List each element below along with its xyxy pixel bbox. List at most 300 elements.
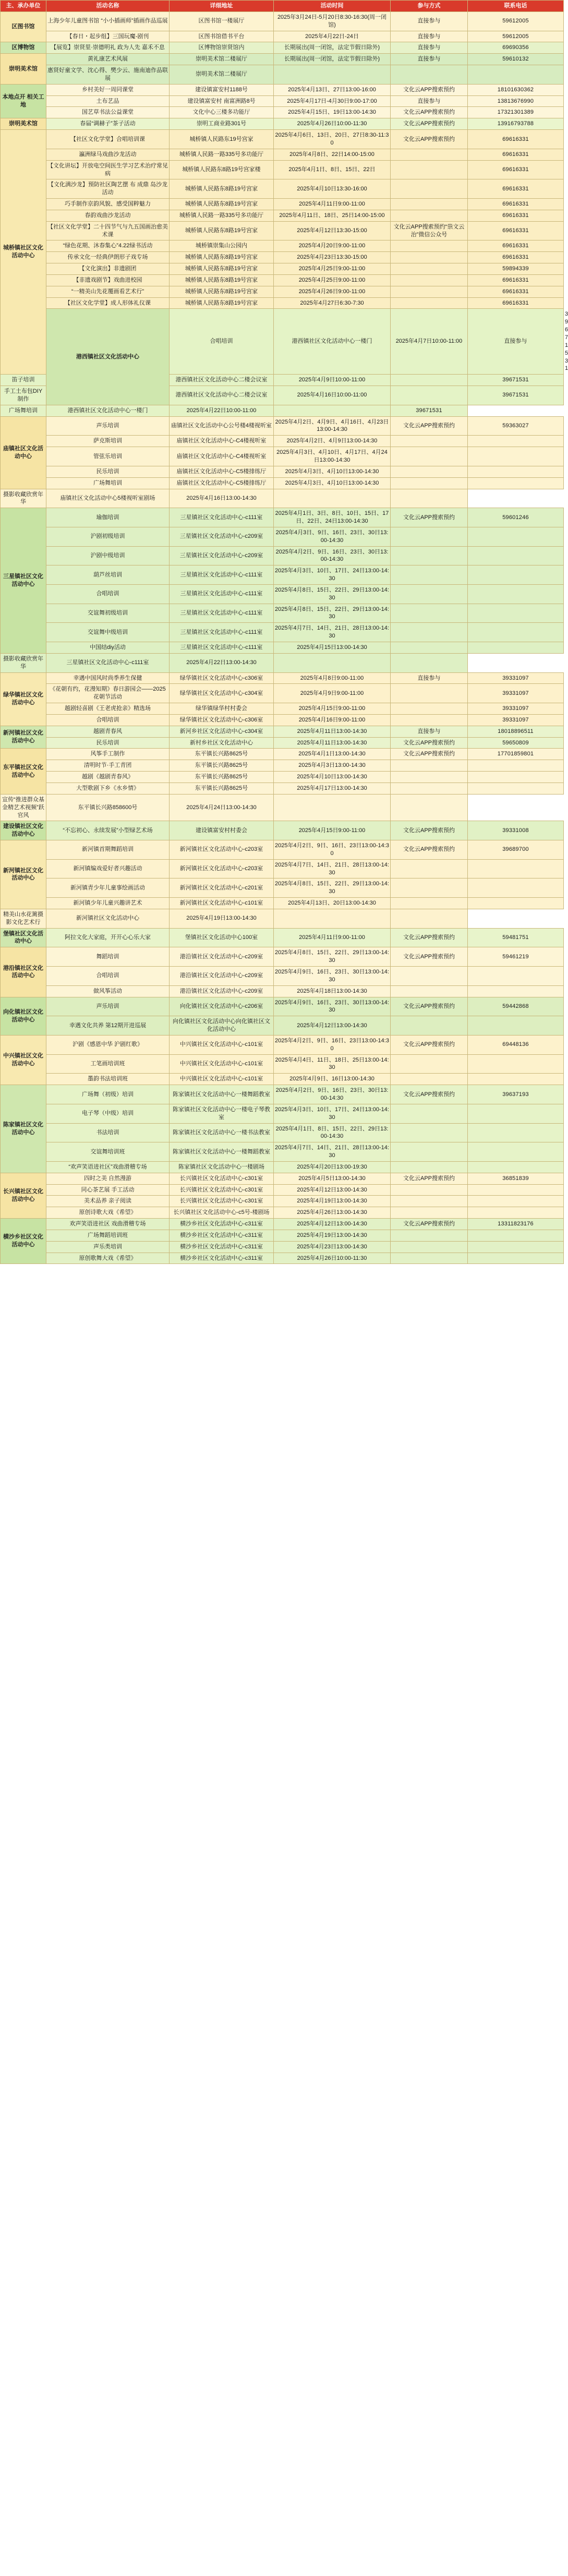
cell-activity-name: 葫芦丝培训: [46, 565, 170, 585]
cell-organizer: 新河镇社区文化活动中心: [1, 726, 46, 749]
cell-time: 2025年4月26日10:00-11:30: [274, 118, 391, 130]
cell-join-method: 文化云APP搜索预约: [391, 1173, 468, 1184]
cell-join-method: 直接参与: [391, 95, 468, 107]
cell-time: 2025年4月5日13:00-14:30: [274, 1173, 391, 1184]
cell-join-method: [391, 714, 468, 726]
cell-join-method: [391, 967, 468, 986]
table-row: [1, 714, 564, 726]
cell-phone: [468, 1196, 564, 1207]
cell-address: 陈家镇社区文化活动中心一楼舞蹈教室: [170, 1085, 274, 1104]
cell-activity-name: 惠贤好童文学、沈心得、樊少云、施南迪作品联展: [46, 65, 170, 85]
cell-phone: 59481751: [468, 928, 564, 947]
cell-join-method: [391, 604, 468, 623]
cell-join-method: [391, 297, 468, 309]
cell-time: 2025年4月23日13:30-15:00: [274, 252, 391, 263]
table-row: [1, 118, 564, 130]
cell-phone: [468, 859, 564, 878]
table-row: [1, 11, 564, 31]
table-row: [1, 1173, 564, 1184]
cell-address: 向化镇社区文化活动中心向化镇社区文化活动中心: [170, 1016, 274, 1036]
cell-phone: 39671531: [391, 405, 468, 416]
table-row: [1, 1085, 564, 1104]
cell-phone: [468, 1253, 564, 1264]
table-row: [1, 947, 564, 967]
cell-address: 城桥镇人民路东19号宫家: [170, 130, 274, 149]
cell-time: 2025年4月22日-24日: [274, 31, 391, 42]
cell-time: 2025年4月13日、27日13:00-16:00: [274, 84, 391, 95]
cell-address: 城桥镇人民路一路335号多功能厅: [170, 210, 274, 221]
table-row: [1, 466, 564, 477]
cell-join-method: 文化云APP搜索预约: [391, 749, 468, 760]
table-row: [1, 240, 564, 252]
cell-activity-name: 上海少年儿童图书馆 “小小插画师”插画作品巡展: [46, 11, 170, 31]
cell-time: 2025年4月9日、16日、23日、30日13:00-14:30: [274, 997, 391, 1016]
table-row: [1, 909, 564, 928]
cell-phone: [468, 1016, 564, 1036]
cell-join-method: [391, 466, 468, 477]
cell-address: 区图书馆一楼展厅: [170, 11, 274, 31]
cell-phone: 59650809: [468, 737, 564, 749]
cell-join-method: [391, 1196, 468, 1207]
cell-join-method: [391, 623, 468, 642]
cell-address: 陈家镇社区文化活动中心一楼电子琴教室: [170, 1104, 274, 1123]
table-row: [1, 1142, 564, 1162]
cell-join-method: [391, 546, 468, 565]
table-row: [1, 703, 564, 715]
cell-join-method: [391, 859, 468, 878]
cell-address: 港西镇社区文化活动中心二楼会议室: [170, 375, 274, 386]
cell-time: 2025年4月17日13:00-14:30: [274, 783, 391, 794]
cell-activity-name: 中国结diy活动: [46, 642, 170, 654]
table-row: [1, 149, 564, 160]
cell-phone: [468, 1207, 564, 1219]
cell-join-method: 直接参与: [468, 309, 564, 375]
cell-join-method: 文化云APP搜索预约: [391, 1219, 468, 1230]
cell-join-method: [391, 1184, 468, 1196]
cell-time: 2025年4月3日、4月10日13:00-14:30: [274, 466, 391, 477]
cell-phone: [468, 878, 564, 898]
cell-activity-name: 【文化演出】非遗剧团: [46, 263, 170, 275]
cell-organizer: 庙镇社区文化活动中心: [1, 416, 46, 489]
cell-join-method: 直接参与: [391, 726, 468, 737]
table-row: [1, 65, 564, 85]
cell-phone: [468, 772, 564, 783]
cell-activity-name: 幸遇文化共养 第12期开进巡展: [46, 1016, 170, 1036]
cell-phone: [468, 967, 564, 986]
cell-organizer: 堡镇社区文化活动中心: [1, 928, 46, 947]
cell-activity-name: 越剧青春风: [46, 726, 170, 737]
cell-phone: [468, 623, 564, 642]
table-row: [1, 898, 564, 909]
cell-join-method: 文化云APP搜索预约: [391, 997, 468, 1016]
cell-activity-name: “一精美山先花覆画看艺术行”: [46, 286, 170, 297]
cell-time: 2025年4月13日、20日13:00-14:30: [274, 898, 391, 909]
table-row: [1, 508, 564, 527]
cell-phone: 69616331: [468, 286, 564, 297]
cell-time: 2025年4月22日13:00-14:30: [170, 653, 274, 672]
cell-activity-name: 管弦乐培训: [46, 447, 170, 466]
cell-phone: [391, 653, 468, 672]
cell-activity-name: 墨韵书法培训班: [46, 1074, 170, 1085]
cell-address: 崇明美术馆二楼展厅: [170, 65, 274, 85]
cell-activity-name: 合唱培训: [170, 309, 274, 375]
cell-phone: [468, 985, 564, 997]
table-row: [1, 997, 564, 1016]
cell-activity-name: 广场舞培训: [1, 405, 46, 416]
cell-activity-name: 舞蹈培训: [46, 947, 170, 967]
table-row: [1, 584, 564, 604]
cell-activity-name: “绿色花期、沐春集心”4.22绿书活动: [46, 240, 170, 252]
cell-time: 2025年4月2日、4月9日、4月16日、4月23日13:00-14:30: [274, 416, 391, 436]
cell-activity-name: 做风筝活动: [46, 985, 170, 997]
cell-activity-name: 民乐培训: [46, 466, 170, 477]
cell-address: 三星镇社区文化活动中心-c111室: [170, 642, 274, 654]
cell-activity-name: 瑜伽培训: [46, 508, 170, 527]
table-row: [1, 405, 564, 416]
cell-organizer: 崇明美术馆: [1, 54, 46, 85]
cell-time: 2025年4月8日9:00-11:00: [274, 672, 391, 684]
cell-address: 区博物馆崇贤馆内: [170, 42, 274, 54]
cell-activity-name: 春韵戏曲沙龙活动: [46, 210, 170, 221]
cell-address: 新河镇社区文化活动中心-c203室: [170, 840, 274, 860]
cell-time: 2025年4月2日、9日、16日、23日13:00-14:30: [274, 1035, 391, 1054]
table-row: [1, 684, 564, 703]
cell-address: 庙镇社区文化活动中心5楼视听室剧场: [46, 489, 170, 508]
cell-join-method: [391, 436, 468, 447]
cell-join-method: [391, 1123, 468, 1142]
cell-address: 三星镇社区文化活动中心-c209室: [170, 527, 274, 546]
cell-join-method: 文化云APP搜索预约: [391, 928, 468, 947]
cell-time: 2025年4月25日9:00-11:00: [274, 263, 391, 275]
cell-organizer: 港西镇社区文化活动中心: [46, 309, 170, 405]
cell-activity-name: 新河镇少年儿童兴趣讲艺术: [46, 898, 170, 909]
header-cell-tel: 联系电话: [468, 1, 564, 12]
cell-join-method: [391, 684, 468, 703]
table-row: [1, 477, 564, 489]
cell-activity-name: 交谊舞中级培训: [46, 623, 170, 642]
cell-activity-name: 巧手制作京韵风貌、感受国粹魅力: [46, 199, 170, 210]
cell-address: 东平镇长兴路8625号: [170, 749, 274, 760]
cell-join-method: [274, 405, 391, 416]
cell-phone: 39671531: [468, 386, 564, 405]
cell-organizer: 新河镇社区文化活动中心: [1, 840, 46, 909]
cell-activity-name: 宣传“推进群众基金精艺术视频”跃官风: [1, 794, 46, 821]
table-row: [1, 760, 564, 772]
cell-time: 2025年4月26日10:00-11:30: [274, 1253, 391, 1264]
cell-phone: [468, 565, 564, 585]
table-row: [1, 1196, 564, 1207]
cell-activity-name: 《花朝有约，花漫知期》春日游园会——2025花朝节活动: [46, 684, 170, 703]
table-row: [1, 221, 564, 240]
cell-activity-name: 声乐培训: [46, 416, 170, 436]
cell-time: 2025年4月12日13:00-14:30: [274, 1219, 391, 1230]
cell-address: 陈家镇社区文化活动中心一楼剧场: [170, 1161, 274, 1173]
cell-phone: 69616331: [468, 297, 564, 309]
cell-phone: [468, 1241, 564, 1253]
cell-join-method: [391, 210, 468, 221]
cell-time: 2025年4月20日9:00-11:00: [274, 240, 391, 252]
cell-join-method: [391, 65, 468, 85]
cell-activity-name: 瀛洲绿马戏曲沙龙活动: [46, 149, 170, 160]
cell-organizer: 绿华镇社区文化活动中心: [1, 672, 46, 726]
header-cell-time: 活动时间: [274, 1, 391, 12]
cell-activity-name: 清明时节·手工青团: [46, 760, 170, 772]
table-row: [1, 546, 564, 565]
cell-time: 长期展出(周一闭馆，法定节假日除外): [274, 54, 391, 65]
cell-phone: 39671531: [468, 375, 564, 386]
cell-address: 城桥镇人民路东8路19号宫家: [170, 297, 274, 309]
table-row: [1, 199, 564, 210]
cell-activity-name: “不忘初心、永续发展”小型绿艺术场: [46, 821, 170, 840]
cell-organizer: 中兴镇社区文化活动中心: [1, 1035, 46, 1085]
cell-address: 港西镇社区文化活动中心一楼门: [46, 405, 170, 416]
cell-address: 三星镇社区文化活动中心-c209室: [170, 546, 274, 565]
cell-address: 绿华镇社区文化活动中心-c306室: [170, 714, 274, 726]
table-row: [1, 653, 564, 672]
cell-organizer: 崇明美术馆: [1, 118, 46, 130]
cell-join-method: [391, 149, 468, 160]
cell-activity-name: 声乐类培训: [46, 1241, 170, 1253]
cell-activity-name: 国艺草书法公益课堂: [46, 107, 170, 118]
table-row: 港西镇社区文化活动中心 合唱培训 港西镇社区文化活动中心一楼门 2025年4月7日10:00-11:00 直接参与 39671531: [1, 309, 564, 375]
table-row: [1, 274, 564, 286]
cell-phone: 59363027: [468, 416, 564, 436]
cell-phone: 39331097: [468, 703, 564, 715]
cell-join-method: 直接参与: [391, 11, 468, 31]
cell-time: 2025年4月2日、9日、16日、23日13:00-14:30: [274, 840, 391, 860]
cell-address: 中兴镇社区文化活动中心-c101室: [170, 1074, 274, 1085]
table-row: [1, 642, 564, 654]
cell-phone: 59612005: [468, 11, 564, 31]
cell-phone: 39637193: [468, 1085, 564, 1104]
cell-phone: [468, 65, 564, 85]
table-row: [1, 489, 564, 508]
cell-address: 庙镇社区文化活动中心-C4楼视听室: [170, 436, 274, 447]
cell-time: 2025年4月3日13:00-14:30: [274, 760, 391, 772]
cell-phone: 13916793788: [468, 118, 564, 130]
cell-time: 2025年4月26日13:00-14:30: [274, 1207, 391, 1219]
cell-phone: [468, 584, 564, 604]
cell-join-method: [391, 1016, 468, 1036]
cell-join-method: [274, 653, 391, 672]
cell-join-method: [391, 1207, 468, 1219]
cell-activity-name: 原创诗歌大戏《希望》: [46, 1207, 170, 1219]
cell-phone: [391, 909, 468, 928]
cell-address: 城桥镇崇集山公园内: [170, 240, 274, 252]
cell-join-method: [391, 772, 468, 783]
cell-address: 建设镇富安村村委会: [170, 821, 274, 840]
cell-phone: 39331097: [468, 714, 564, 726]
cell-join-method: 文化云APP搜索预约: [391, 1085, 468, 1104]
cell-time: 2025年4月27日6:30-7:30: [274, 297, 391, 309]
table-row: [1, 737, 564, 749]
cell-time: 2025年4月4日、11日、18日、25日13:00-14:30: [274, 1054, 391, 1074]
cell-activity-name: 【春日・起步组】三国玩魔-剧刊: [46, 31, 170, 42]
cell-address: 新河乡社区文化活动中心-c304室: [170, 726, 274, 737]
cell-activity-name: 合唱培训: [46, 714, 170, 726]
cell-activity-name: 摄影收藏欣赏年华: [1, 489, 46, 508]
header-row: [1, 1, 564, 12]
table-row: [1, 130, 564, 149]
cell-organizer: 东平镇社区文化活动中心: [1, 749, 46, 794]
cell-phone: [391, 489, 468, 508]
cell-join-method: [391, 1161, 468, 1173]
cell-phone: [468, 477, 564, 489]
table-row: [1, 286, 564, 297]
cell-address: 建设镇富安村 南富洲路8号: [170, 95, 274, 107]
cell-time: 2025年4月15日9:00-11:00: [274, 821, 391, 840]
cell-activity-name: 新河镇青少年儿童事绘画活动: [46, 878, 170, 898]
cell-activity-name: 书法培训: [46, 1123, 170, 1142]
cell-address: 东平镇长兴路8625号: [170, 772, 274, 783]
cell-address: 陈家镇社区文化活动中心一楼舞蹈教室: [170, 1142, 274, 1162]
table-row: [1, 794, 564, 821]
cell-phone: 69616331: [468, 160, 564, 179]
cell-activity-name: 笛子培训: [1, 375, 46, 386]
cell-address: 城桥镇人民路东8路19号宫家楼: [170, 160, 274, 179]
cell-time: 2025年4月12日13:30-15:00: [274, 221, 391, 240]
cell-time: 2025年4月7日10:00-11:00: [391, 309, 468, 375]
cell-time: 2025年4月25日9:00-11:00: [274, 274, 391, 286]
table-row: [1, 821, 564, 840]
cell-time: 2025年4月15日9:00-11:00: [274, 703, 391, 715]
cell-phone: [468, 1230, 564, 1241]
cell-join-method: [274, 909, 391, 928]
cell-organizer: 三星镇社区文化活动中心: [1, 508, 46, 654]
cell-time: 2025年4月2日、9日、16日、23日、30日13:00-14:30: [274, 1085, 391, 1104]
cell-activity-name: 工笔画培训班: [46, 1054, 170, 1074]
cell-activity-name: 越剧轻喜剧《王老虎抢亲》精选场: [46, 703, 170, 715]
cell-phone: [468, 1054, 564, 1074]
table-row: [1, 263, 564, 275]
cell-activity-name: 美术品养 亲子阅读: [46, 1196, 170, 1207]
cell-join-method: [391, 1074, 468, 1085]
cell-time: 2025年4月11日13:00-14:30: [274, 737, 391, 749]
cell-time: 2025年4月11日13:00-14:30: [274, 726, 391, 737]
table-row: [1, 1230, 564, 1241]
cell-join-method: [274, 489, 391, 508]
cell-time: 2025年4月10日13:30-16:00: [274, 179, 391, 199]
cell-time: 2025年4月22日10:00-11:00: [170, 405, 274, 416]
table-row: [1, 985, 564, 997]
cell-time: 2025年4月3日、9日、16日、23日、30日13:00-14:30: [274, 527, 391, 546]
cell-time: [274, 65, 391, 85]
cell-activity-name: 乡村美好一周同课堂: [46, 84, 170, 95]
table-row: [1, 31, 564, 42]
cell-activity-name: 幸遇中国风时尚季养生保健: [46, 672, 170, 684]
table-row: [1, 672, 564, 684]
cell-activity-name: 欢声笑语进社区 戏曲滑稽专场: [46, 1219, 170, 1230]
cell-activity-name: 精美山水花篱摄影文化艺术行: [1, 909, 46, 928]
cell-organizer: 区博物馆: [1, 42, 46, 54]
cell-time: 2025年4月3日、10日、17日、24日13:00-14:30: [274, 565, 391, 585]
cell-phone: [468, 546, 564, 565]
table-row: [1, 772, 564, 783]
cell-phone: 13813676990: [468, 95, 564, 107]
cell-time: 2025年4月1日、8日、15日、22日: [274, 160, 391, 179]
cell-phone: 69616331: [468, 210, 564, 221]
cell-phone: [468, 1161, 564, 1173]
cell-time: 2025年4月11日9:00-11:00: [274, 199, 391, 210]
cell-phone: [468, 604, 564, 623]
cell-join-method: 文化云APP搜索预约: [391, 821, 468, 840]
cell-phone: 17321301389: [468, 107, 564, 118]
cell-address: 城桥镇人民路东8路19号宫家: [170, 274, 274, 286]
cell-address: 三星镇社区文化活动中心-c111室: [170, 584, 274, 604]
cell-phone: 18101630362: [468, 84, 564, 95]
cell-time: 2025年4月7日、14日、21日、28日13:00-14:30: [274, 623, 391, 642]
table-row: [1, 1241, 564, 1253]
cell-time: 2025年4月16日13:00-14:30: [170, 489, 274, 508]
cell-time: 2025年4月7日、14日、21日、28日13:00-14:30: [274, 859, 391, 878]
table-row: [1, 859, 564, 878]
cell-time: 2025年4月3日、10日、17日、24日13:00-14:30: [274, 1104, 391, 1123]
cell-phone: 36851839: [468, 1173, 564, 1184]
cell-time: 2025年4月10日13:00-14:30: [274, 772, 391, 783]
cell-join-method: [391, 252, 468, 263]
cell-activity-name: 黄礼康艺术风展: [46, 54, 170, 65]
cell-organizer: 长兴镇社区文化活动中心: [1, 1173, 46, 1218]
cell-join-method: [391, 527, 468, 546]
cell-time: 2025年4月8日、15日、22日、29日13:00-14:30: [274, 584, 391, 604]
cell-time: 2025年4月26日9:00-11:00: [274, 286, 391, 297]
cell-address: 新村乡社区文化活动中心: [170, 737, 274, 749]
cell-address: 三星镇社区文化活动中心-c111室: [170, 565, 274, 585]
cell-address: 庙镇社区文化活动中心公号楼4楼视听室: [170, 416, 274, 436]
table-row: [1, 436, 564, 447]
cell-address: 新河镇社区文化活动中心-c101室: [170, 898, 274, 909]
cell-time: 2025年4月23日13:00-14:30: [274, 1241, 391, 1253]
cell-address: 三星镇社区文化活动中心-c111室: [170, 604, 274, 623]
cell-join-method: [391, 642, 468, 654]
cell-address: 城桥镇人民路东8路19号宫家: [170, 221, 274, 240]
cell-organizer: 区图书馆: [1, 11, 46, 42]
cell-address: 建设镇富安村1188号: [170, 84, 274, 95]
cell-join-method: [391, 1253, 468, 1264]
cell-address: 城桥镇人民路东8路19号宫家: [170, 179, 274, 199]
cell-address: 横沙乡社区文化活动中心-c311室: [170, 1241, 274, 1253]
cell-address: 城桥镇人民路一路335号多功能厅: [170, 149, 274, 160]
cell-phone: 69616331: [468, 179, 564, 199]
cell-activity-name: 新河镇编戏爱好者兴趣活动: [46, 859, 170, 878]
cell-join-method: [391, 199, 468, 210]
cell-address: 港沿镇社区文化活动中心-c209室: [170, 967, 274, 986]
cell-address: 中兴镇社区文化活动中心-c101室: [170, 1035, 274, 1054]
table-row: [1, 160, 564, 179]
cell-activity-name: 摄影收藏欣赏年华: [1, 653, 46, 672]
cell-time: 2025年4月12日13:00-14:30: [274, 1016, 391, 1036]
header-cell-name: 活动名称: [46, 1, 170, 12]
cell-join-method: [391, 760, 468, 772]
table-row: [1, 527, 564, 546]
cell-address: 城桥镇人民路东8路19号宫家: [170, 263, 274, 275]
cell-time: 2025年4月16日9:00-11:00: [274, 714, 391, 726]
table-row: [1, 604, 564, 623]
cell-organizer: 本地点开 相关工地: [1, 84, 46, 118]
header-cell-place: 详细地址: [170, 1, 274, 12]
cell-activity-name: 阿拉文化大家庭，开开心心乐大家: [46, 928, 170, 947]
cell-phone: [468, 1074, 564, 1085]
cell-time: 2025年4月6日、13日、20日、27日8:30-11:30: [274, 130, 391, 149]
cell-address: 三星镇社区文化活动中心-c111室: [170, 508, 274, 527]
cell-address: 长兴镇社区文化活动中心-c301室: [170, 1196, 274, 1207]
cell-activity-name: 【社区文化学堂】二十四节气与九五国画治愈美术课: [46, 221, 170, 240]
cell-join-method: [391, 477, 468, 489]
cell-activity-name: 【非遗戏剧节】戏曲进校园: [46, 274, 170, 286]
cell-time: 2025年4月8日、22日14:00-15:00: [274, 149, 391, 160]
cell-phone: [468, 760, 564, 772]
cell-phone: [468, 1184, 564, 1196]
